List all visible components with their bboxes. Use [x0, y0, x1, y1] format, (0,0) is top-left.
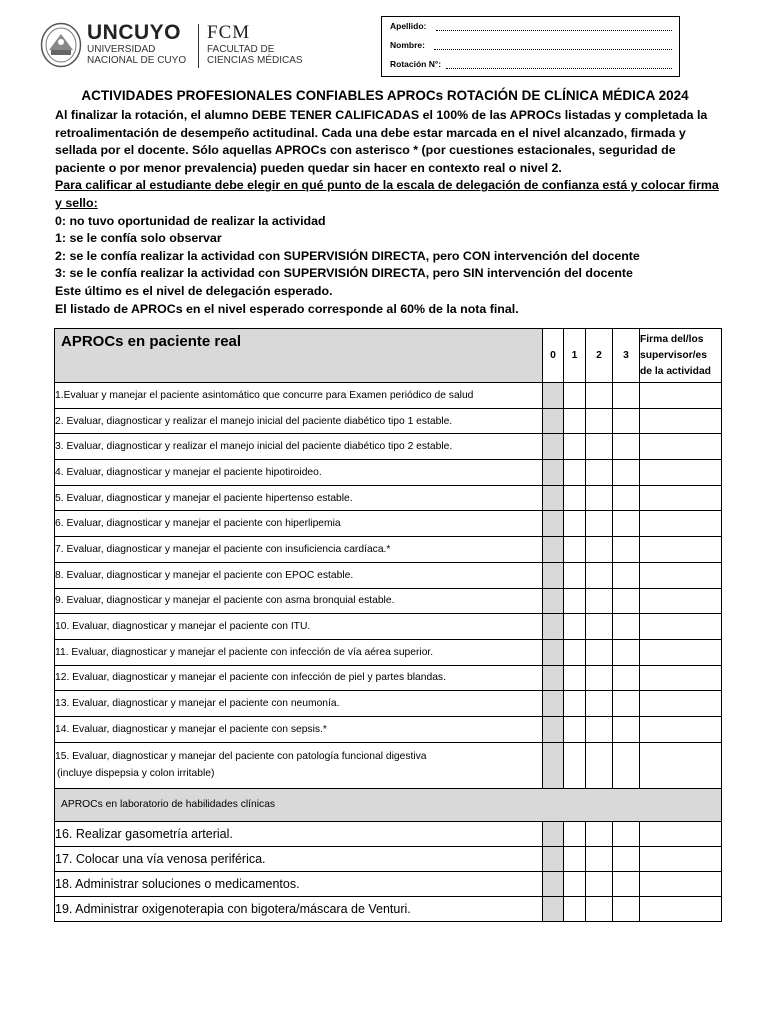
page-header	[0, 0, 768, 82]
table-row	[55, 537, 722, 563]
signature-cell[interactable]	[640, 434, 722, 460]
table-row	[55, 846, 722, 871]
level-1-cell[interactable]	[564, 691, 586, 717]
level-2-cell[interactable]	[586, 537, 613, 563]
level-2-cell[interactable]	[586, 460, 613, 486]
level-2-cell[interactable]	[586, 588, 613, 614]
aproc-label: 16. Realizar gasometría arterial.	[55, 821, 543, 846]
university-line2: NACIONAL DE CUYO	[87, 55, 187, 66]
table-row	[55, 434, 722, 460]
level-1-cell[interactable]	[564, 408, 586, 434]
aprocs-table	[54, 328, 722, 922]
level-1-cell[interactable]	[564, 716, 586, 742]
signature-cell[interactable]	[640, 614, 722, 640]
section-title: APROCs en paciente real	[55, 329, 543, 383]
scale-instruction: Para calificar al estudiante debe elegir en qué punto de la escala de delegación de confianza está y colocar firma y sello:	[55, 178, 719, 210]
level-0-cell[interactable]	[543, 588, 564, 614]
signature-cell[interactable]	[640, 821, 722, 846]
faculty-line1: FACULTAD DE	[207, 44, 275, 55]
level-0-cell[interactable]	[543, 434, 564, 460]
level-0-cell[interactable]	[543, 614, 564, 640]
level-3-cell[interactable]	[613, 742, 640, 788]
table-row	[55, 639, 722, 665]
level-1-cell[interactable]	[564, 383, 586, 409]
aproc-label: 7. Evaluar, diagnosticar y manejar el paciente con insuficiencia cardíaca.*	[55, 537, 543, 563]
student-id-box	[381, 16, 680, 77]
table-row	[55, 485, 722, 511]
expected-level-note: Este último es el nivel de delegación esperado.	[55, 283, 333, 298]
level-3-cell[interactable]	[613, 511, 640, 537]
aproc-label-line2: (incluye dispepsia y colon irritable)	[57, 768, 215, 780]
intro-paragraph: Al finalizar la rotación, el alumno DEBE TENER CALIFICADAS el 100% de las APROCs listadas y completada la retroalimentación de desempeño actitudinal. Cada una debe estar marcada en el nivel alcanzado, firmada y sellada por el docente. Sólo aquellas APROCs con asterisco * (por cuestiones estacionales, seguridad de paciente o por menor prevalencia) pueden quedar sin hacer en contexto real o nivel 2.	[55, 108, 708, 175]
level-3-cell[interactable]	[613, 846, 640, 871]
faculty-line2: CIENCIAS MÉDICAS	[207, 55, 303, 66]
signature-cell[interactable]	[640, 716, 722, 742]
table-row	[55, 716, 722, 742]
level-2-cell[interactable]	[586, 408, 613, 434]
aproc-label: 17. Colocar una vía venosa periférica.	[55, 846, 543, 871]
nombre-field[interactable]	[390, 40, 672, 52]
column-header-2: 2	[586, 329, 613, 383]
level-0-cell[interactable]	[543, 691, 564, 717]
signature-cell[interactable]	[640, 537, 722, 563]
level-2-cell[interactable]	[586, 716, 613, 742]
aproc-label: 1.Evaluar y manejar el paciente asintomático que concurre para Examen periódico de salud	[55, 383, 543, 409]
level-1-cell[interactable]	[564, 460, 586, 486]
signature-cell[interactable]	[640, 562, 722, 588]
university-seal-icon	[40, 22, 82, 68]
level-0-cell[interactable]	[543, 821, 564, 846]
table-row	[55, 871, 722, 896]
university-abbr: UNCUYO	[87, 21, 182, 44]
level-0-cell[interactable]	[543, 537, 564, 563]
level-2-cell[interactable]	[586, 383, 613, 409]
level-2-cell[interactable]	[586, 434, 613, 460]
rotacion-line[interactable]	[446, 68, 672, 69]
signature-cell[interactable]	[640, 408, 722, 434]
level-2-cell[interactable]	[586, 639, 613, 665]
table-row	[55, 896, 722, 921]
level-2-cell[interactable]	[586, 821, 613, 846]
level-3-cell[interactable]	[613, 434, 640, 460]
column-header-1: 1	[564, 329, 586, 383]
section-header-real-patient	[55, 329, 722, 383]
level-3-cell[interactable]	[613, 537, 640, 563]
university-line1: UNIVERSIDAD	[87, 44, 156, 55]
apellido-field[interactable]	[390, 21, 672, 33]
level-2-cell[interactable]	[586, 614, 613, 640]
rotacion-label: Rotación N°:	[390, 59, 442, 69]
level-3-cell[interactable]	[613, 639, 640, 665]
level-3-cell[interactable]	[613, 485, 640, 511]
level-0-cell[interactable]	[543, 742, 564, 788]
logo-divider	[198, 24, 199, 68]
aproc-label: 18. Administrar soluciones o medicamentos.	[55, 871, 543, 896]
level-1-cell[interactable]	[564, 846, 586, 871]
table-row	[55, 665, 722, 691]
table-row	[55, 383, 722, 409]
table-row	[55, 460, 722, 486]
aproc-label: 19. Administrar oxigenoterapia con bigotera/máscara de Venturi.	[55, 896, 543, 921]
aproc-label: 12. Evaluar, diagnosticar y manejar el paciente con infección de piel y partes blandas.	[55, 665, 543, 691]
instructions	[55, 107, 720, 318]
level-3-cell[interactable]	[613, 408, 640, 434]
aproc-label	[55, 742, 543, 788]
level-1-cell[interactable]	[564, 614, 586, 640]
level-3-cell[interactable]	[613, 588, 640, 614]
level-3-cell[interactable]	[613, 691, 640, 717]
signature-cell[interactable]	[640, 871, 722, 896]
signature-cell[interactable]	[640, 511, 722, 537]
level-3-cell[interactable]	[613, 383, 640, 409]
aproc-label: 2. Evaluar, diagnosticar y realizar el manejo inicial del paciente diabético tipo 1 estable.	[55, 408, 543, 434]
level-2-cell[interactable]	[586, 665, 613, 691]
level-0-cell[interactable]	[543, 511, 564, 537]
apellido-line[interactable]	[436, 30, 672, 31]
aproc-label: 11. Evaluar, diagnosticar y manejar el paciente con infección de vía aérea superior.	[55, 639, 543, 665]
table-row	[55, 614, 722, 640]
level-2-cell[interactable]	[586, 485, 613, 511]
level-3-cell[interactable]	[613, 614, 640, 640]
faculty-name	[207, 22, 317, 66]
signature-cell[interactable]	[640, 896, 722, 921]
level-0-cell[interactable]	[543, 896, 564, 921]
level-2-cell[interactable]	[586, 562, 613, 588]
level-1-cell[interactable]	[564, 639, 586, 665]
aproc-label: 9. Evaluar, diagnosticar y manejar el paciente con asma bronquial estable.	[55, 588, 543, 614]
grade-weight-note: El listado de APROCs en el nivel esperado corresponde al 60% de la nota final.	[55, 301, 519, 316]
aproc-label: 5. Evaluar, diagnosticar y manejar el paciente hipertenso estable.	[55, 485, 543, 511]
document-title: ACTIVIDADES PROFESIONALES CONFIABLES APROCs ROTACIÓN DE CLÍNICA MÉDICA 2024	[81, 88, 689, 103]
level-2-cell[interactable]	[586, 871, 613, 896]
table-row	[55, 821, 722, 846]
signature-header-line: Firma del/los	[640, 333, 704, 345]
table-row	[55, 408, 722, 434]
level-3-cell[interactable]	[613, 896, 640, 921]
level-1-cell[interactable]	[564, 485, 586, 511]
level-1-cell[interactable]	[564, 665, 586, 691]
level-2-cell[interactable]	[586, 846, 613, 871]
level-3: 3: se le confía realizar la actividad con SUPERVISIÓN DIRECTA, pero SIN intervención del docente	[55, 266, 633, 281]
signature-cell[interactable]	[640, 742, 722, 788]
aproc-label: 13. Evaluar, diagnosticar y manejar el paciente con neumonía.	[55, 691, 543, 717]
aproc-label: 6. Evaluar, diagnosticar y manejar el paciente con hiperlipemia	[55, 511, 543, 537]
column-header-0: 0	[543, 329, 564, 383]
level-0: 0: no tuvo oportunidad de realizar la actividad	[55, 213, 326, 228]
level-0-cell[interactable]	[543, 383, 564, 409]
nombre-line[interactable]	[434, 49, 672, 50]
column-header-signature	[640, 329, 722, 383]
signature-cell[interactable]	[640, 383, 722, 409]
level-0-cell[interactable]	[543, 408, 564, 434]
level-1-cell[interactable]	[564, 562, 586, 588]
faculty-abbr: FCM	[207, 22, 251, 43]
signature-cell[interactable]	[640, 639, 722, 665]
level-3-cell[interactable]	[613, 562, 640, 588]
level-2-cell[interactable]	[586, 742, 613, 788]
level-3-cell[interactable]	[613, 460, 640, 486]
level-3-cell[interactable]	[613, 821, 640, 846]
table-row	[55, 511, 722, 537]
signature-cell[interactable]	[640, 485, 722, 511]
table-row	[55, 742, 722, 788]
signature-header-line: de la actividad	[640, 365, 711, 377]
university-name	[87, 22, 197, 66]
level-0-cell[interactable]	[543, 665, 564, 691]
level-2-cell[interactable]	[586, 896, 613, 921]
level-1-cell[interactable]	[564, 871, 586, 896]
level-1-cell[interactable]	[564, 434, 586, 460]
aproc-label: 10. Evaluar, diagnosticar y manejar el paciente con ITU.	[55, 614, 543, 640]
aproc-label: 3. Evaluar, diagnosticar y realizar el manejo inicial del paciente diabético tipo 2 estable.	[55, 434, 543, 460]
section-title: APROCs en laboratorio de habilidades clínicas	[55, 788, 722, 821]
table-row	[55, 588, 722, 614]
column-header-3: 3	[613, 329, 640, 383]
level-2-cell[interactable]	[586, 511, 613, 537]
level-3-cell[interactable]	[613, 665, 640, 691]
aproc-label: 14. Evaluar, diagnosticar y manejar el paciente con sepsis.*	[55, 716, 543, 742]
level-0-cell[interactable]	[543, 871, 564, 896]
table-row	[55, 562, 722, 588]
level-1-cell[interactable]	[564, 742, 586, 788]
section-header-skills-lab	[55, 788, 722, 821]
level-0-cell[interactable]	[543, 460, 564, 486]
level-1-cell[interactable]	[564, 537, 586, 563]
signature-header-line: supervisor/es	[640, 349, 707, 361]
signature-cell[interactable]	[640, 588, 722, 614]
level-3-cell[interactable]	[613, 716, 640, 742]
level-1: 1: se le confía solo observar	[55, 231, 222, 246]
level-1-cell[interactable]	[564, 821, 586, 846]
level-1-cell[interactable]	[564, 896, 586, 921]
level-0-cell[interactable]	[543, 639, 564, 665]
signature-cell[interactable]	[640, 460, 722, 486]
level-0-cell[interactable]	[543, 716, 564, 742]
signature-cell[interactable]	[640, 846, 722, 871]
apellido-label: Apellido:	[390, 21, 427, 31]
level-0-cell[interactable]	[543, 846, 564, 871]
level-0-cell[interactable]	[543, 562, 564, 588]
level-1-cell[interactable]	[564, 588, 586, 614]
rotacion-field[interactable]	[390, 59, 672, 71]
level-3-cell[interactable]	[613, 871, 640, 896]
nombre-label: Nombre:	[390, 40, 425, 50]
aproc-label-line1: 15. Evaluar, diagnosticar y manejar del paciente con patología funcional digestiva	[55, 751, 427, 763]
aproc-label: 8. Evaluar, diagnosticar y manejar el paciente con EPOC estable.	[55, 562, 543, 588]
table-row	[55, 691, 722, 717]
level-2-cell[interactable]	[586, 691, 613, 717]
signature-cell[interactable]	[640, 691, 722, 717]
signature-cell[interactable]	[640, 665, 722, 691]
level-2: 2: se le confía realizar la actividad con SUPERVISIÓN DIRECTA, pero CON intervención del docente	[55, 248, 640, 263]
level-1-cell[interactable]	[564, 511, 586, 537]
level-0-cell[interactable]	[543, 485, 564, 511]
aproc-label: 4. Evaluar, diagnosticar y manejar el paciente hipotiroideo.	[55, 460, 543, 486]
